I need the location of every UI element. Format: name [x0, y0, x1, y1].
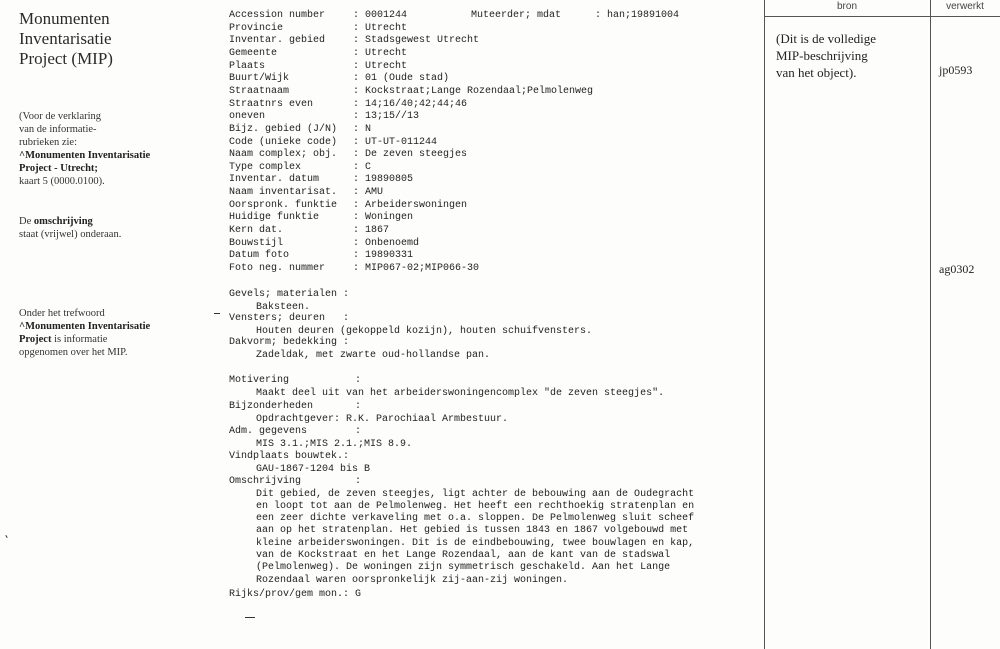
rijks-mon: Rijks/prov/gem mon.: G [229, 589, 362, 600]
field-colon: : [353, 60, 360, 72]
field-label: Bouwstijl [229, 237, 284, 249]
field-label: Bijz. gebied (J/N) [229, 123, 338, 135]
note-line [19, 215, 199, 228]
field-label: Foto neg. nummer [229, 263, 326, 274]
field-colon: : [353, 22, 360, 34]
scan-mark [214, 313, 220, 314]
field-value: C [365, 161, 372, 173]
field-value: 13;15//13 [365, 111, 420, 123]
omschrijving-line: van de Kockstraat en het Lange Rozendaal, aan de kant van de stadswal [256, 550, 671, 561]
scan-mark [245, 617, 255, 618]
section-label: Gevels; materialen : [229, 289, 350, 300]
field-value: De zeven steegjes [365, 149, 468, 161]
field-colon: : [353, 250, 360, 262]
column-divider-right [930, 0, 931, 649]
field-value: Utrecht [365, 60, 408, 72]
title-line: Project (MIP) [19, 49, 113, 68]
note-line [19, 162, 199, 175]
field-label: Naam inventarisat. [229, 187, 338, 199]
field-colon: : [353, 212, 360, 224]
field-value: Stadsgewest Utrecht [365, 35, 480, 47]
note-text: Onder het trefwoord [19, 308, 105, 319]
field-label: Gemeente [229, 47, 278, 59]
note-text: rubrieken zie: [19, 137, 78, 148]
note-line [19, 110, 199, 123]
field-colon: : [353, 123, 360, 135]
section-value: Maakt deel uit van het arbeiderswoningencomplex "de zeven steegjes". [256, 387, 665, 399]
bron-note-line: (Dit is de volledige [776, 31, 877, 46]
note-line [19, 333, 199, 346]
title-line: Inventarisatie [19, 29, 112, 48]
column-header-bron: bron [836, 1, 857, 12]
omschrijving-line: Rozendaal waren oorspronkelijk zij-aan-zij woningen. [256, 574, 569, 586]
note-line [19, 228, 199, 241]
field-label: Code (unieke code) [229, 136, 338, 148]
omschrijving-line: kleine arbeiderswoningen. Dit is de eindbebouwing, twee bouwlagen en kap, [256, 537, 695, 549]
field-colon: : [353, 73, 360, 85]
section-value: Zadeldak, met zwarte oud-hollandse pan. [256, 349, 491, 361]
field-colon: : [353, 161, 360, 173]
note-line [19, 136, 199, 149]
field-colon: : [353, 98, 360, 110]
field-label: Straatnrs even [229, 98, 314, 110]
field-label: Inventar. gebied [229, 35, 326, 47]
field-value: 14;16/40;42;44;46 [365, 98, 468, 110]
column-header-verwerkt: verwerkt [946, 1, 984, 12]
field-colon: : [353, 111, 360, 123]
section-label: Motivering : [229, 375, 362, 386]
note-text: omschrijving [33, 216, 93, 227]
section-label: Adm. gegevens : [229, 426, 362, 437]
field-colon: : [353, 225, 360, 237]
field-value: Onbenoemd [365, 237, 420, 249]
field-colon: : [353, 187, 360, 199]
section-value: Houten deuren (gekoppeld kozijn), houten schuifvensters. [256, 325, 593, 337]
field-colon: : [353, 199, 360, 211]
field-label: Kern dat. [229, 225, 284, 237]
info-note-omschrijving [19, 215, 199, 241]
bron-note-line: MIP-beschrijving [776, 48, 868, 63]
omschrijving-line: een zeer dichte verkaveling met o.a. sloppen. De Pelmolenweg sluit scheef [256, 513, 695, 525]
field-colon: : [353, 85, 360, 97]
field-colon: : [353, 136, 360, 148]
field-label: Straatnaam [229, 85, 290, 97]
note-text: van de informatie- [19, 124, 97, 135]
note-text: Project - Utrecht; [19, 163, 98, 174]
field-label: Huidige funktie [229, 212, 320, 224]
note-text: (Voor de verklaring [19, 111, 102, 122]
scan-mark [5, 535, 7, 538]
field-label: Plaats [229, 60, 266, 72]
field-value: UT-UT-011244 [365, 136, 438, 148]
field-value: MIP067-02;MIP066-30 [365, 263, 480, 274]
mutator-label: Muteerder; mdat [471, 10, 562, 21]
note-line [19, 123, 199, 136]
note-line [19, 307, 199, 320]
omschrijving-line: Dit gebied, de zeven steegjes, ligt achter de bebouwing aan de Oudegracht [256, 488, 695, 500]
note-line [19, 175, 199, 188]
section-value: Opdrachtgever: R.K. Parochiaal Armbestuur. [256, 413, 509, 425]
note-line [19, 346, 199, 359]
field-label: Datum foto [229, 250, 290, 262]
note-text: ^Monumenten Inventarisatie [19, 321, 151, 332]
field-colon: : [353, 174, 360, 186]
mutator-value: han;19891004 [607, 10, 680, 21]
field-label: Type complex [229, 161, 302, 173]
omschrijving-line: aan op het stratenplan. Het gebied is tussen 1843 en 1867 volgebouwd met [256, 525, 689, 537]
mutator-colon: : [595, 10, 602, 21]
field-value: Utrecht [365, 22, 408, 34]
field-value: 01 (Oude stad) [365, 73, 450, 85]
field-colon: : [353, 149, 360, 161]
note-text: is informatie [51, 334, 108, 345]
omschrijving-line: en loopt tot aan de Pelmolenweg. Het heeft een rechthoekig stratenplan en [256, 500, 695, 512]
field-value: Utrecht [365, 47, 408, 59]
info-note-rubrieken [19, 110, 199, 188]
field-label: Naam complex; obj. [229, 149, 338, 161]
section-label: Vensters; deuren : [229, 313, 350, 324]
note-text: ^Monumenten Inventarisatie [19, 150, 151, 161]
field-value: Kockstraat;Lange Rozendaal;Pelmolenweg [365, 85, 594, 97]
field-label: Buurt/Wijk [229, 73, 290, 85]
field-colon: : [353, 263, 360, 274]
section-label: Vindplaats bouwtek.: [229, 451, 350, 462]
section-label: Dakvorm; bedekking : [229, 337, 350, 348]
column-header-divider [764, 16, 1000, 17]
note-line [19, 149, 199, 162]
field-label: Inventar. datum [229, 174, 320, 186]
column-divider-left [764, 0, 765, 649]
note-line [19, 320, 199, 333]
field-colon: : [353, 35, 360, 47]
bron-note-line: van het object). [776, 65, 857, 80]
field-value: 19890805 [365, 174, 414, 186]
page-title [19, 9, 113, 69]
field-label: oneven [229, 111, 266, 123]
note-text: staat (vrijwel) onderaan. [19, 229, 122, 240]
title-line: Monumenten [19, 9, 110, 28]
note-text: opgenomen over het MIP. [19, 347, 128, 358]
omschrijving-label: Omschrijving : [229, 476, 362, 487]
omschrijving-line: (Pelmolenweg). De woningen zijn symmetrisch geschakeld. Aan het Lange [256, 562, 671, 574]
section-value: MIS 3.1.;MIS 2.1.;MIS 8.9. [256, 438, 413, 450]
section-label: Bijzonderheden : [229, 401, 362, 412]
field-value: AMU [365, 187, 384, 199]
section-value: GAU-1867-1204 bis B [256, 463, 371, 475]
info-note-trefwoord [19, 307, 199, 359]
note-text: De [19, 216, 34, 227]
field-colon: : [353, 47, 360, 59]
field-value: Arbeiderswoningen [365, 199, 468, 211]
field-colon: : [353, 237, 360, 249]
field-label: Accession number [229, 10, 326, 21]
field-label: Oorspronk. funktie [229, 199, 338, 211]
field-value: 19890331 [365, 250, 414, 262]
bron-note [776, 30, 876, 81]
field-value: N [365, 123, 372, 135]
field-value: 1867 [365, 225, 390, 237]
field-value: Woningen [365, 212, 414, 224]
field-label: Provincie [229, 22, 284, 34]
section-value: Baksteen. [256, 301, 311, 313]
field-colon: : [353, 10, 360, 21]
field-value: 0001244 [365, 10, 408, 21]
note-text: Project [19, 334, 52, 345]
verwerkt-code: ag0302 [939, 262, 975, 276]
verwerkt-code: jp0593 [939, 63, 973, 77]
note-text: kaart 5 (0000.0100). [19, 176, 105, 187]
